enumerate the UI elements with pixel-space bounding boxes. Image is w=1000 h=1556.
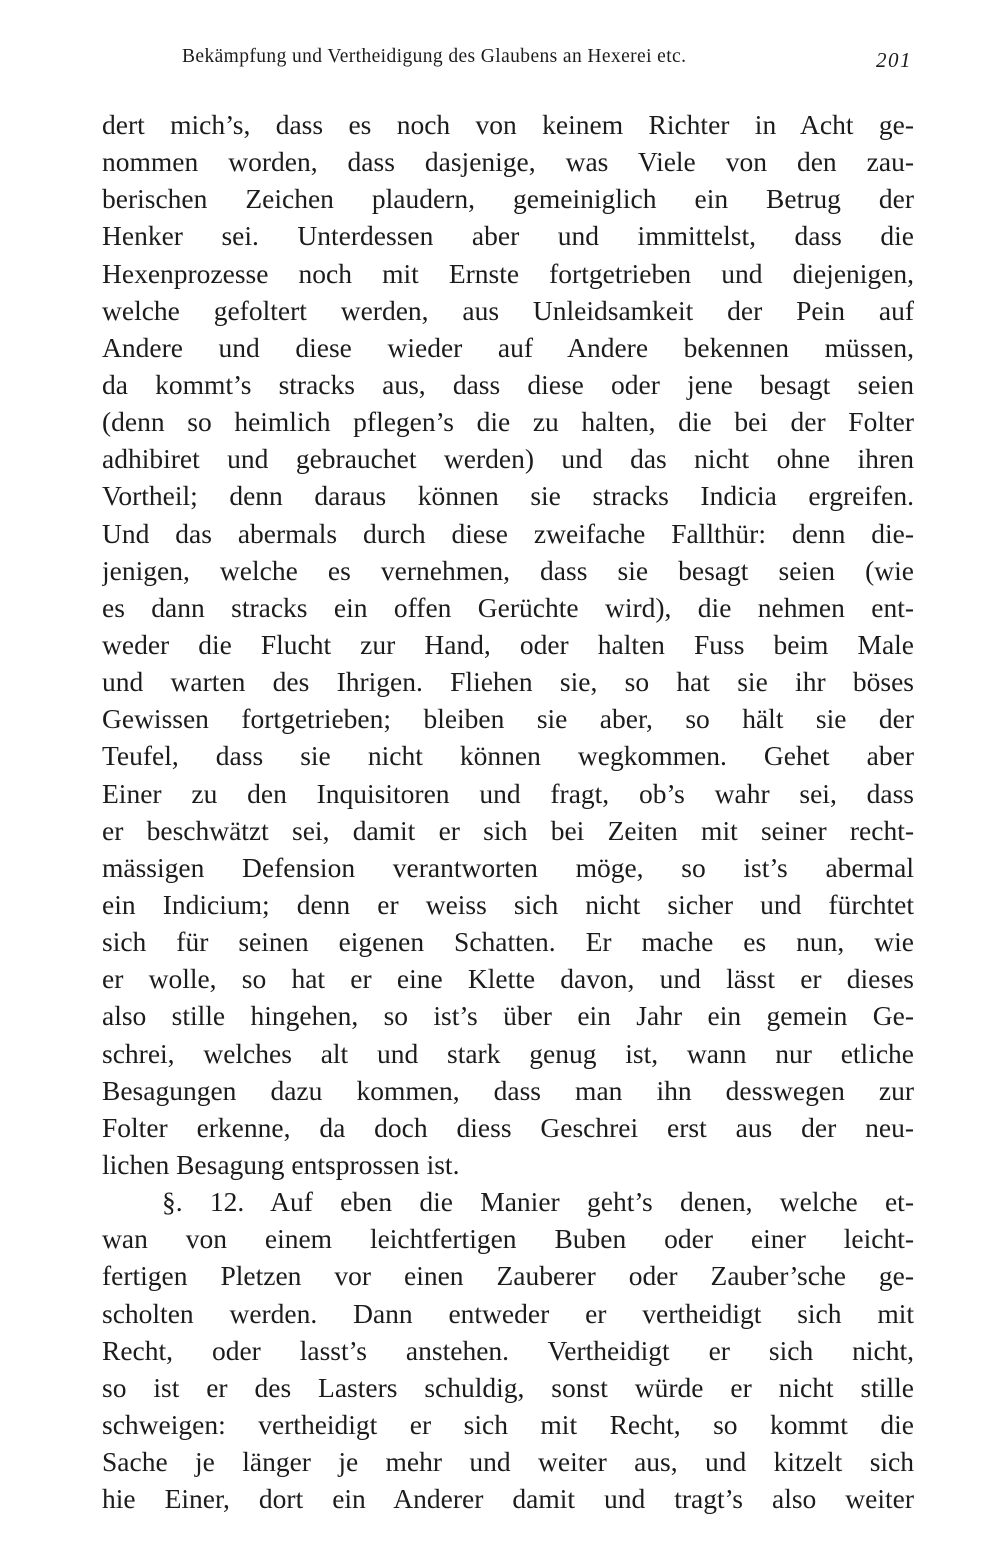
text-line: Und das abermals durch diese zweifache Fallthür: denn die- <box>102 517 914 549</box>
text-line: mässigen Defension verantworten möge, so ist’s abermal <box>102 851 914 883</box>
text-line: Vortheil; denn daraus können sie stracks Indicia ergreifen. <box>102 480 914 512</box>
text-line: Andere und diese wieder auf Andere bekennen müssen, <box>102 331 914 363</box>
text-line: Gewissen fortgetrieben; bleiben sie aber, so hält sie der <box>102 703 914 735</box>
text-line: es dann stracks ein offen Gerüchte wird), die nehmen ent- <box>102 591 914 623</box>
text-line: Einer zu den Inquisitoren und fragt, ob’s wahr sei, dass <box>102 777 914 809</box>
text-line: da kommt’s stracks aus, dass diese oder jene besagt seien <box>102 368 914 400</box>
text-line: sich für seinen eigenen Schatten. Er mache es nun, wie <box>102 926 914 958</box>
paragraph-2 <box>102 1183 914 1517</box>
text-line: nommen worden, dass dasjenige, was Viele von den zau- <box>102 146 914 178</box>
page-number: 201 <box>876 48 912 72</box>
running-header <box>182 46 912 76</box>
text-line: Henker sei. Unterdessen aber und immittelst, dass die <box>102 220 914 252</box>
paragraph-1 <box>102 106 914 1183</box>
text-line: hie Einer, dort ein Anderer damit und tragt’s also weiter <box>102 1483 914 1515</box>
text-line: jenigen, welche es vernehmen, dass sie besagt seien (wie <box>102 554 914 586</box>
text-line: so ist er des Lasters schuldig, sonst würde er nicht stille <box>102 1371 914 1403</box>
text-line: weder die Flucht zur Hand, oder halten Fuss beim Male <box>102 628 914 660</box>
text-line: schrei, welches alt und stark genug ist, wann nur etliche <box>102 1037 914 1069</box>
text-line: Hexenprozesse noch mit Ernste fortgetrieben und diejenigen, <box>102 257 914 289</box>
text-line: scholten werden. Dann entweder er vertheidigt sich mit <box>102 1297 914 1329</box>
text-line: er beschwätzt sei, damit er sich bei Zeiten mit seiner recht- <box>102 814 914 846</box>
text-line: fertigen Pletzen vor einen Zauberer oder Zauber’sche ge- <box>102 1260 914 1292</box>
text-line: welche gefoltert werden, aus Unleidsamkeit der Pein auf <box>102 294 914 326</box>
text-line: und warten des Ihrigen. Fliehen sie, so hat sie ihr böses <box>102 666 914 698</box>
text-line: adhibiret und gebrauchet werden) und das nicht ohne ihren <box>102 443 914 475</box>
text-line: berischen Zeichen plaudern, gemeiniglich ein Betrug der <box>102 183 914 215</box>
text-line: §. 12. Auf eben die Manier geht’s denen, welche et- <box>162 1186 914 1218</box>
text-line: Recht, oder lasst’s anstehen. Vertheidigt er sich nicht, <box>102 1334 914 1366</box>
text-line: Sache je länger je mehr und weiter aus, und kitzelt sich <box>102 1446 914 1478</box>
body-text <box>102 106 914 1517</box>
running-title: Bekämpfung und Vertheidigung des Glaubens an Hexerei etc. <box>182 46 687 67</box>
text-line: dert mich’s, dass es noch von keinem Richter in Acht ge- <box>102 109 914 140</box>
text-line: also stille hingehen, so ist’s über ein Jahr ein gemein Ge- <box>102 1000 914 1032</box>
text-line: ein Indicium; denn er weiss sich nicht sicher und fürchtet <box>102 888 914 920</box>
text-line: Besagungen dazu kommen, dass man ihn desswegen zur <box>102 1074 914 1106</box>
text-line: (denn so heimlich pflegen’s die zu halten, die bei der Folter <box>102 406 914 438</box>
text-line: Teufel, dass sie nicht können wegkommen. Gehet aber <box>102 740 914 772</box>
text-line: wan von einem leichtfertigen Buben oder einer leicht- <box>102 1223 914 1255</box>
text-line: schweigen: vertheidigt er sich mit Recht, so kommt die <box>102 1408 914 1440</box>
text-line: Folter erkenne, da doch diess Geschrei erst aus der neu- <box>102 1111 914 1143</box>
text-line: er wolle, so hat er eine Klette davon, und lässt er dieses <box>102 963 914 995</box>
text-line: lichen Besagung entsprossen ist. <box>102 1148 460 1180</box>
